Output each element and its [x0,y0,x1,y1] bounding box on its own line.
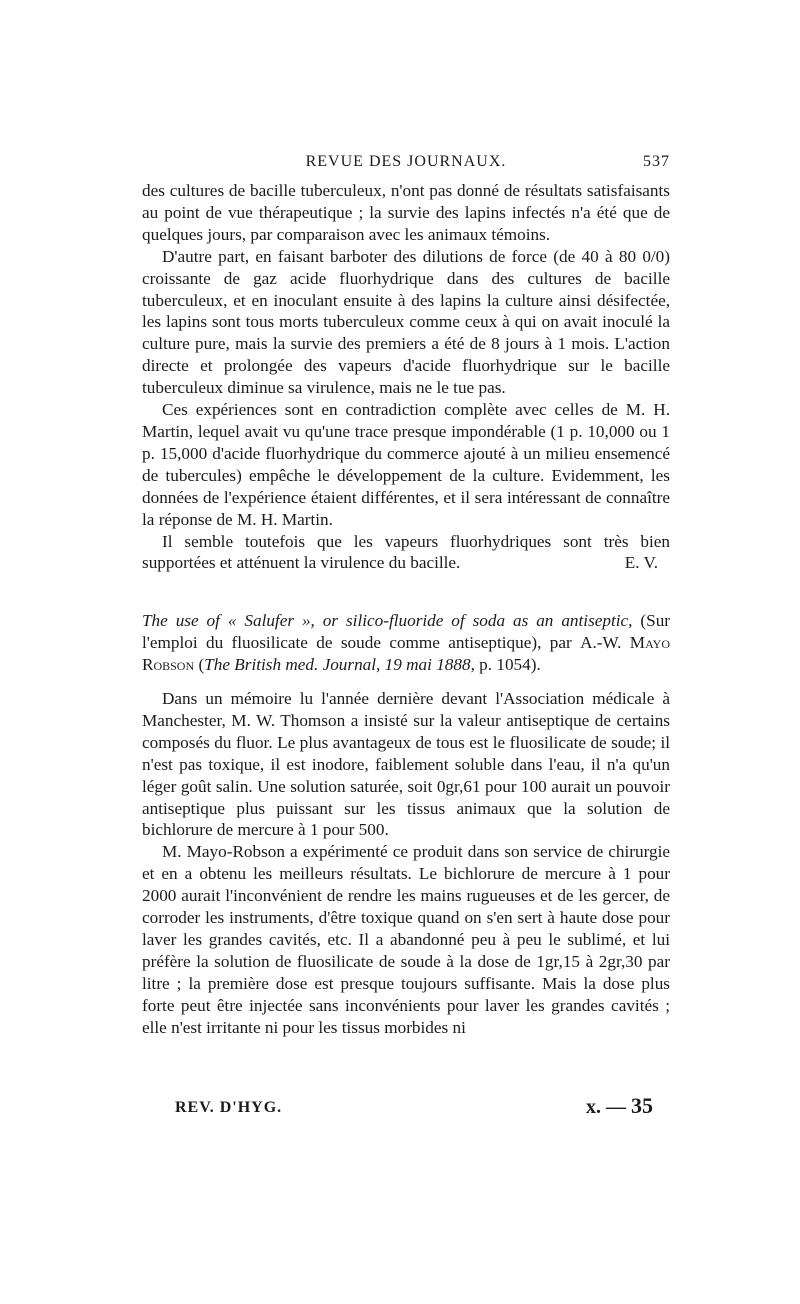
article-journal: The British med. Journal, [204,655,381,675]
article-paragraph-1: Dans un mémoire lu l'année dernière devant l'Association médicale à Manchester, M. W. Thomson a insisté sur la valeur antiseptique de certains composés du fluor. Le plus avantageux de tous est le fluosilicate de soude; il n'est pas toxique, il est inodore, faiblement soluble dans l'eau, il n'a qu'un léger goût salin. Une solution saturée, soit 0gr,61 pour 100 aurait un pouvoir antiseptique plus puissant sur les tissus animaux que la solution de bichlorure de mercure à 1 pour 500. [142,689,670,840]
article-author: A.-W. Mayo Robson [142,633,670,675]
article-citation: The use of « Salufer », or silico-fluoride of soda as an antiseptic, (Sur l'emploi du fluosilicate de soude comme antiseptique), par A.-W. Mayo Robson (The British med. Journal, 19 mai 1888, p. 1054). [142,611,671,675]
page [142,150,670,1039]
page-footer [175,1093,653,1123]
footer-sheet-number: 35 [631,1093,653,1118]
article-heading [142,610,670,676]
paragraph-4-text: Il semble toutefois que les vapeurs fluorhydriques sont très bien supportées et atténuent la virulence du bacille. [142,531,670,573]
article-title: The use of « Salufer », or silico-fluoride of soda as an antiseptic, [142,611,633,631]
article-pages: p. 1054). [479,655,541,675]
heading-gap [142,676,670,688]
signature: E. V. [624,553,658,573]
article-paragraph-2: M. Mayo-Robson a expérimenté ce produit dans son service de chirurgie et en a obtenu les meilleurs résultats. Le bichlorure de mercure à 1 pour 2000 aurait l'inconvénient de rendre les mains rugueuses et de les gercer, de corroder les instruments, d'être toxique quand on s'en sert à haute dose pour laver les grandes cavités, etc. Il a abandonné peu à peu le sublimé, et lui préfère la solution de fluosilicate de soude à la dose de 1gr,15 à 2gr,30 par litre ; la première dose est presque toujours suffisante. Mais la dose plus forte peut être injectée sans inconvénients pour laver les grandes cavités ; elle n'est irritante ni pour les tissus morbides ni [142,842,670,1037]
footer-signature-mark [586,1093,653,1119]
paragraph-4 [142,531,670,575]
paragraph-2: D'autre part, en faisant barboter des dilutions de force (de 40 à 80 0/0) croissante de gaz acide fluorhydrique dans des cultures de bacille tuberculeux, et en inoculant ensuite à des lapins la culture ainsi désifectée, les lapins sont tous morts tuberculeux comme ceux à qui on avait inoculé la culture pure, mais la survie des premiers a été de 8 jours à 1 mois. L'action directe et prolongée des vapeurs d'acide fluorhydrique sur le bacille tuberculeux diminue sa virulence, mais ne le tue pas. [142,246,670,398]
running-title: REVUE DES JOURNAUX. [305,153,507,170]
footer-volume: x. — [586,1096,626,1118]
running-head [142,150,670,180]
paragraph-3: Ces expériences sont en contradiction complète avec celles de M. H. Martin, lequel avait vu qu'une trace presque impondérable (1 p. 10,000 ou 1 p. 15,000 d'acide fluorhydrique du commerce ajouté à un milieu ensemencé de tubercules) empêche le développement de la culture. Evidemment, les données de l'expérience étaient différentes, et il sera intéressant de connaître la réponse de M. H. Martin. [142,400,670,529]
article-title-translation: (Sur l'emploi du fluosilicate de soude comme antiseptique), par [142,611,671,653]
section-gap [142,574,670,610]
article-date: 19 mai 1888, [384,655,475,675]
page-number: 537 [643,153,670,170]
paragraph-1: des cultures de bacille tuberculeux, n'ont pas donné de résultats satisfaisants au point de vue thérapeutique ; la survie des lapins infectés n'a été que de quelques jours, par comparaison avec les animaux témoins. [142,181,670,244]
footer-journal: REV. D'HYG. [175,1099,283,1116]
